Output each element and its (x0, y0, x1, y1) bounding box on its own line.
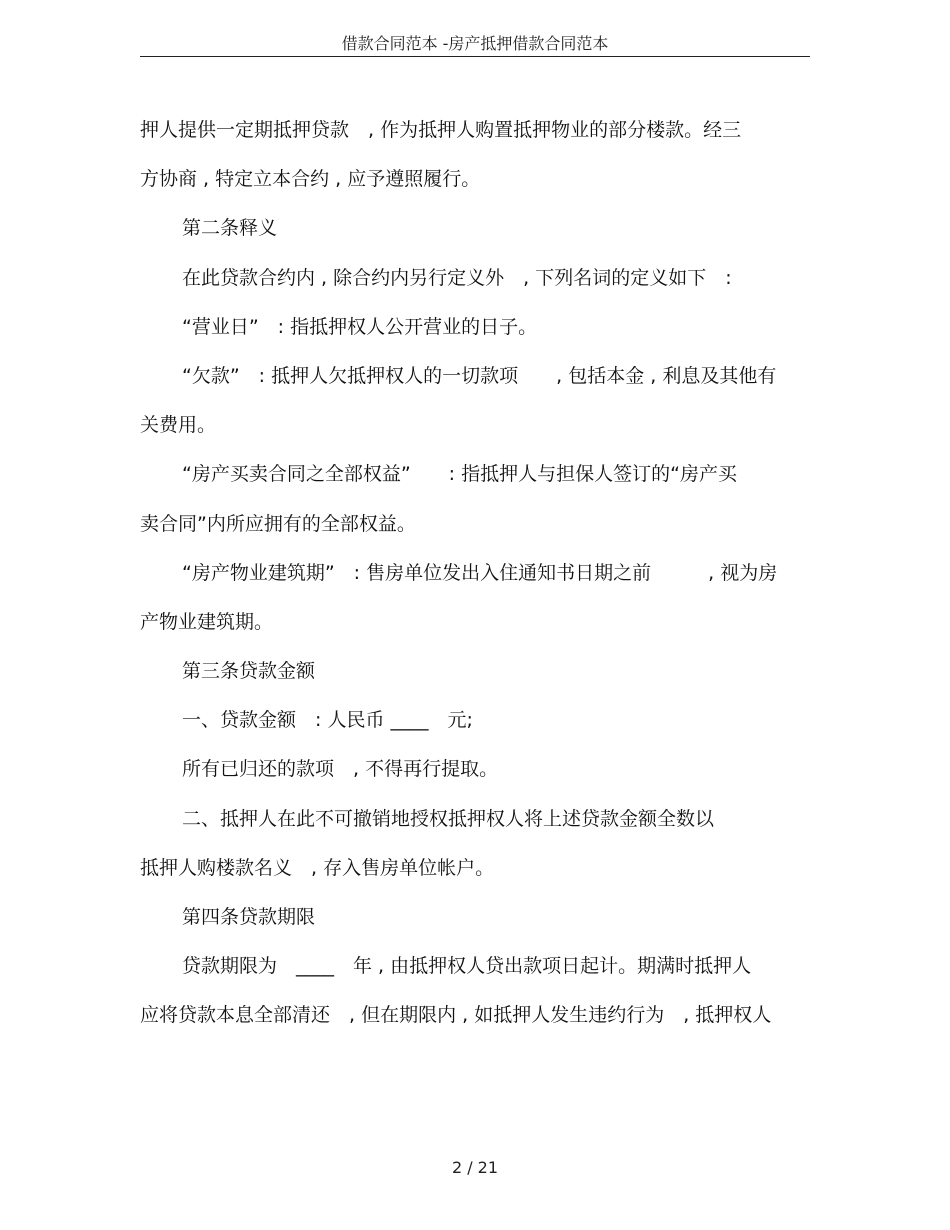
loan-term-clause: 贷款期限为 ____ 年 , 由抵押权人贷出款项日起计。期满时抵押人 (182, 955, 752, 978)
definition-business-day: “营业日” : 指抵押权人公开营业的日子。 (182, 315, 538, 338)
loan-amount-clause: 一、贷款金额 : 人民币 ____ 元; (182, 709, 473, 732)
document-body (140, 112, 810, 1047)
authorization-clause: 二、抵押人在此不可撤销地授权抵押权人将上述贷款金额全数以 (182, 807, 715, 830)
line-9: 卖合同”内所应拥有的全部权益。 (140, 512, 416, 535)
definition-sale-contract-rights: “房产买卖合同之全部权益” : 指抵押人与担保人签订的“房产买 (182, 463, 737, 486)
definition-arrears: “欠款” : 抵押人欠抵押权人的一切款项 , 包括本金 , 利息及其他有 (182, 364, 777, 387)
line-19: 应将贷款本息全部清还 , 但在期限内 , 如抵押人发生违约行为 , 抵押权人 (140, 1004, 772, 1027)
line-11: 产物业建筑期。 (140, 610, 274, 633)
definition-construction-period: “房产物业建筑期” : 售房单位发出入住通知书日期之前 , 视为房 (182, 561, 778, 584)
section-heading-3: 第三条贷款金额 (182, 660, 316, 683)
line-7: 关费用。 (140, 414, 217, 437)
header-divider (140, 56, 810, 57)
line-1: 押人提供一定期抵押贷款 , 作为抵押人购置抵押物业的部分楼款。经三 (140, 119, 742, 141)
line-14: 所有已归还的款项 , 不得再行提取。 (182, 758, 499, 781)
section-heading-4: 第四条贷款期限 (182, 906, 316, 928)
line-2: 方协商 , 特定立本合约 , 应予遵照履行。 (140, 168, 481, 191)
page-number: 2 / 21 (451, 1158, 499, 1177)
running-header: 借款合同范本 -房产抵押借款合同范本 (341, 34, 609, 53)
line-16: 抵押人购楼款名义 , 存入售房单位帐户。 (140, 856, 495, 879)
line-4: 在此贷款合约内 , 除合约内另行定义外 , 下列名词的定义如下 : (182, 266, 732, 289)
section-heading-2: 第二条释义 (182, 217, 278, 240)
